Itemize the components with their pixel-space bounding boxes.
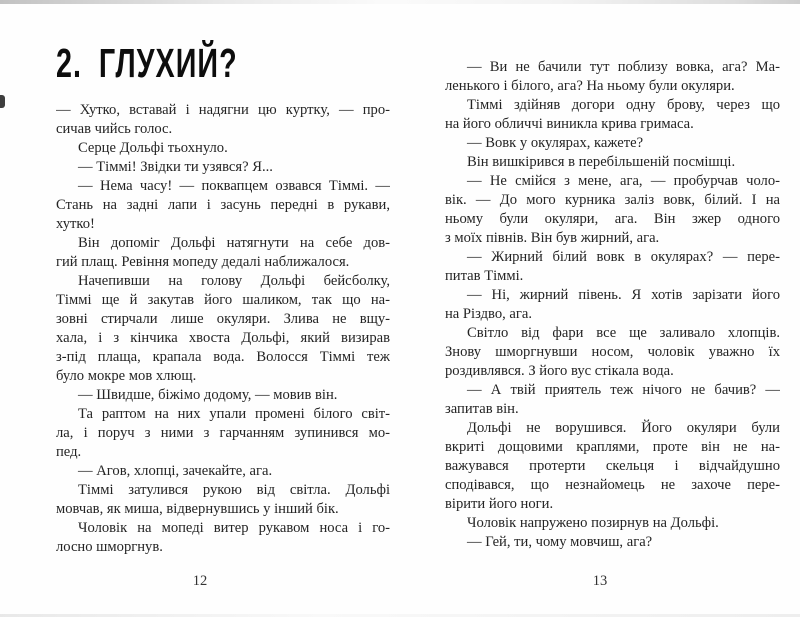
text-line: важувався протерти скельця і відчайдушно bbox=[445, 458, 780, 474]
text-line: Начепивши на голову Дольфі бейсболку, bbox=[78, 273, 390, 289]
text-line: вік. — До мого курника заліз вовк, білий. І на bbox=[445, 192, 780, 208]
text-line: Стань на задні лапи і засунь передні в рукави, bbox=[56, 197, 390, 213]
text-line: зовні стирчали лише окуляри. Злива не вщу- bbox=[56, 311, 390, 327]
text-line: Він вишкірився в перебільшеній посмішці. bbox=[467, 154, 736, 170]
text-line: Тіммі здійняв догори одну брову, через що bbox=[467, 97, 780, 113]
text-line: ленького і білого, ага? На ньому були окуляри. bbox=[445, 78, 735, 94]
chapter-title: ГЛУХИЙ? bbox=[98, 40, 238, 86]
chapter-number: 2. bbox=[56, 40, 83, 86]
text-line: — Ні, жирний півень. Я хотів зарізати його bbox=[467, 287, 780, 303]
text-line: роздивлявся. З його вус стікала вода. bbox=[445, 363, 674, 379]
text-line: з-під плаща, крапала вода. Волосся Тіммі теж bbox=[56, 349, 390, 365]
left-page-text bbox=[56, 101, 390, 557]
right-page-text bbox=[445, 58, 780, 552]
text-line: — Швидше, біжімо додому, — мовив він. bbox=[78, 387, 338, 403]
right-page-number: 13 bbox=[592, 573, 608, 589]
text-line: — Агов, хлопці, зачекайте, ага. bbox=[78, 463, 273, 479]
text-line: Чоловік на мопеді витер рукавом носа і го- bbox=[78, 520, 390, 536]
right-page bbox=[400, 0, 800, 617]
text-line: мовчав, як миша, відвернувшись у інший бік. bbox=[56, 501, 339, 517]
text-line: лосно шморгнув. bbox=[56, 539, 163, 555]
text-line: питав Тіммі. bbox=[445, 268, 524, 284]
text-line: запитав він. bbox=[445, 401, 519, 417]
text-line: — Ви не бачили тут поблизу вовка, ага? Ма- bbox=[467, 59, 780, 75]
left-page-number: 12 bbox=[192, 573, 208, 589]
text-line: з моїх півнів. Він був жирний, ага. bbox=[445, 230, 660, 246]
text-line: сичав чийсь голос. bbox=[56, 121, 173, 137]
text-line: Тіммі ще й закутав його шаликом, так що на- bbox=[56, 292, 390, 308]
text-line: — Вовк у окулярах, кажете? bbox=[467, 135, 644, 151]
text-line: на його обличчі виникла крива гримаса. bbox=[445, 116, 694, 132]
text-line: Дольфі не ворушився. Його окуляри були bbox=[467, 420, 780, 436]
text-line: — А твій приятель теж нічого не бачив? — bbox=[467, 382, 780, 398]
text-line: хутко! bbox=[56, 216, 95, 232]
text-line: пед. bbox=[56, 444, 82, 460]
text-line: — Не смійся з мене, ага, — пробурчав чоло- bbox=[467, 173, 780, 189]
text-line: Він допоміг Дольфі натягнути на себе дов- bbox=[78, 235, 390, 251]
text-line: Та раптом на них упали промені білого світ- bbox=[78, 406, 390, 422]
text-line: гий плащ. Ревіння мопеду дедалі наближалося. bbox=[56, 254, 350, 270]
text-line: вкриті дощовими краплями, проте він не на- bbox=[445, 439, 780, 455]
text-line: — Тіммі! Звідки ти узявся? Я... bbox=[78, 159, 273, 175]
text-line: Серце Дольфі тьохнуло. bbox=[78, 140, 228, 156]
text-line: Чоловік напружено позирнув на Дольфі. bbox=[467, 515, 719, 531]
text-line: Тіммі затулився рукою від світла. Дольфі bbox=[78, 482, 390, 498]
text-line: сподівався, що незнайомець не захоче пере- bbox=[445, 477, 780, 493]
text-line: було мокре мов хлющ. bbox=[56, 368, 197, 384]
chapter-heading bbox=[56, 40, 238, 86]
text-line: Знову шморгнувши носом, чоловік уважно їх bbox=[445, 344, 780, 360]
text-line: хала, і з кінчика хвоста Дольфі, який визирав bbox=[56, 330, 390, 346]
text-line: — Нема часу! — поквапцем озвався Тіммі. — bbox=[78, 178, 390, 194]
text-line: ла, і поруч з ними з гарчанням зупинився мо- bbox=[56, 425, 390, 441]
text-line: ньому були окуляри, ага. Він зжер одного bbox=[445, 211, 780, 227]
text-line: — Гей, ти, чому мовчиш, ага? bbox=[467, 534, 653, 550]
text-line: вірити його ноги. bbox=[445, 496, 554, 512]
text-line: — Хутко, вставай і надягни цю куртку, — про- bbox=[56, 102, 390, 118]
text-line: на Різдво, ага. bbox=[445, 306, 533, 322]
text-line: Світло від фари все ще заливало хлопців. bbox=[467, 325, 780, 341]
text-line: — Жирний білий вовк в окулярах? — пере- bbox=[467, 249, 780, 265]
